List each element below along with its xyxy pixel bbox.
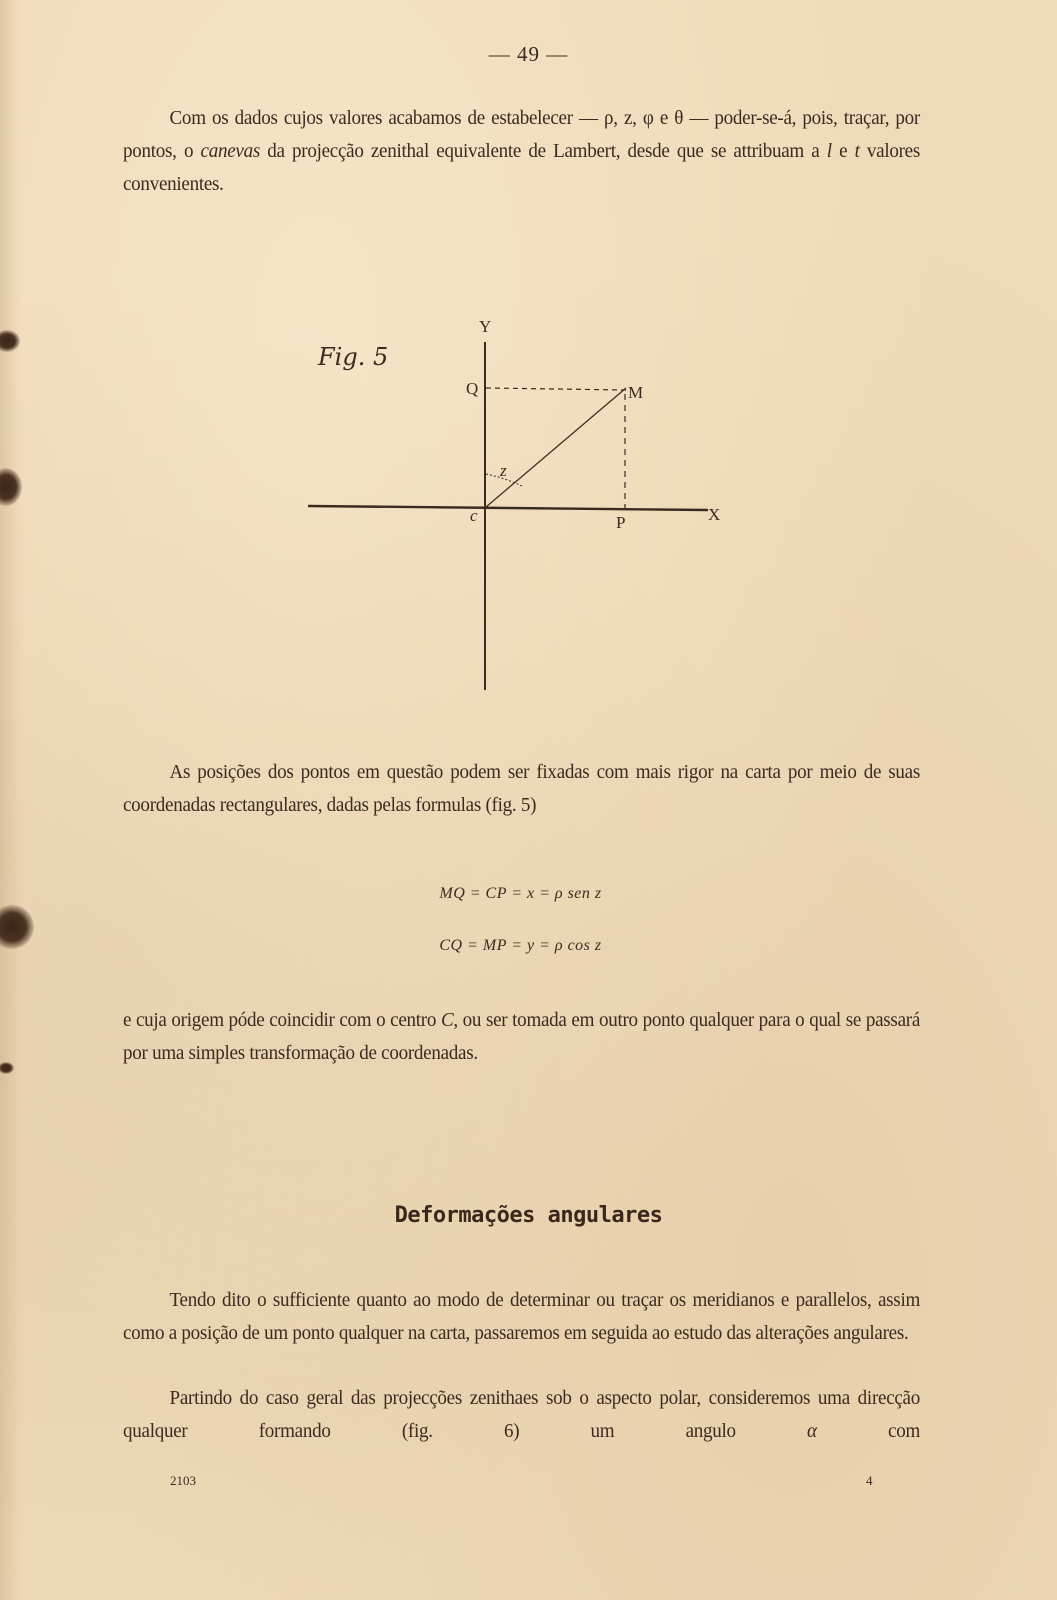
paragraph-text: da projecção zenithal equivalente de Lambert, desde que se attribuam a (259, 140, 827, 162)
point-q-label: Q (466, 379, 479, 398)
paragraph-text: valores convenientes. (123, 140, 921, 195)
point-p-label: P (616, 513, 626, 532)
point-m-label: M (628, 383, 644, 402)
paragraph-text: Partindo do caso geral das projecções zenithaes sob o aspecto polar, consideremos uma direcção qualquer formando (fig. 6) um angulo (123, 1387, 921, 1442)
paragraph-polar-case (123, 1382, 920, 1448)
paragraph-text: , ou ser tomada em outro ponto qualquer para o qual se passará por uma simples transformação de coordenadas. (123, 1009, 921, 1064)
paragraph-text: Com os dados cujos valores acabamos de estabelecer — ρ, z, φ e θ — poder-se-á, pois, traçar, por pontos, o (123, 107, 921, 162)
italic-variable: t (854, 140, 860, 162)
x-axis-line (308, 506, 708, 510)
cm-radius-line (486, 388, 626, 507)
formula-y: CQ = MP = y = ρ cos z (439, 937, 602, 954)
paragraph-coordinates (123, 756, 920, 822)
italic-variable: l (826, 140, 832, 162)
origin-c-label: c (470, 506, 478, 525)
angle-z-label: z (500, 461, 507, 480)
printer-signature: 2103 (170, 1473, 196, 1488)
formula-x: MQ = CP = x = ρ sen z (439, 885, 602, 902)
italic-variable: α (807, 1420, 817, 1442)
italic-variable: C (440, 1009, 454, 1031)
figure-caption: Fig. 5 (318, 343, 389, 371)
paragraph-text: Tendo dito o sufficiente quanto ao modo de determinar ou traçar os meridianos e parallelos, assim como a posição de um ponto qualquer na carta, passaremos em seguida ao estudo das alterações angulares. (123, 1289, 921, 1344)
sheet-number: 4 (866, 1473, 873, 1488)
page-edge-shadow (0, 0, 22, 1600)
italic-term: canevas (200, 140, 260, 162)
paragraph-angular-intro (123, 1284, 920, 1350)
y-axis-label: Y (479, 317, 492, 336)
qm-dashed-line (486, 388, 626, 390)
page-number: — 49 — (488, 42, 569, 66)
paragraph-intro (123, 102, 920, 201)
paragraph-origin (123, 1004, 920, 1070)
figure-5-diagram (300, 310, 760, 700)
x-axis-label: X (708, 505, 721, 524)
paragraph-text: com (816, 1420, 921, 1442)
paragraph-text: e cuja origem póde coincidir com o centro (123, 1009, 441, 1031)
section-heading: Deformações angulares (394, 1203, 663, 1228)
paragraph-text: e (831, 140, 855, 162)
paragraph-text: As posições dos pontos em questão podem ser fixadas com mais rigor na carta por meio de suas coordenadas rectangulares, dadas pelas formulas (fig. 5) (123, 761, 921, 816)
